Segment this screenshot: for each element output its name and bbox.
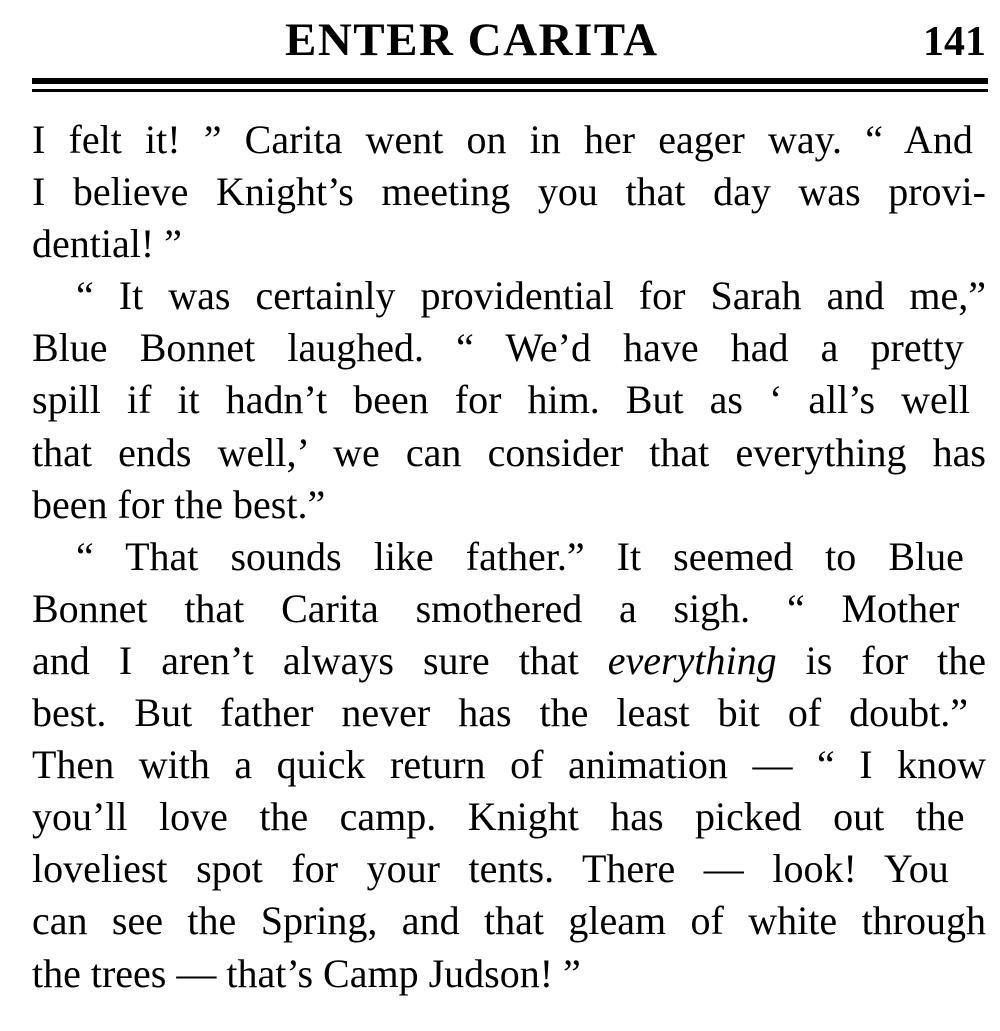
text-line (32, 324, 986, 376)
text-segment: Bonnet that Carita smothered a sigh. “ Mother (32, 585, 960, 631)
text-segment: Then with a quick return of animation — “ I know (32, 742, 986, 788)
text-segment: you’ll love the camp. Knight has picked out the (32, 794, 965, 840)
text-segment: Blue Bonnet laughed. “ We’d have had a pretty (32, 325, 964, 371)
text-segment: is for the (776, 637, 987, 683)
text-line (32, 950, 986, 1002)
text-line (32, 637, 986, 689)
text-segment: best. But father never has the least bit of doubt.” (32, 690, 969, 736)
text-line (32, 168, 986, 220)
text-line (32, 793, 986, 845)
text-line (32, 741, 986, 793)
text-segment: dential! ” (32, 221, 182, 267)
text-line (32, 897, 986, 949)
text-line (32, 585, 986, 637)
text-segment: “ That sounds like father.” It seemed to Blue (76, 533, 964, 579)
text-segment: I felt it! ” Carita went on in her eager way. “ And (32, 117, 973, 162)
text-segment: that ends well,’ we can consider that everything has (32, 429, 986, 475)
text-line (32, 220, 986, 272)
text-segment: can see the Spring, and that gleam of white through (32, 898, 986, 944)
text-line (32, 116, 986, 168)
text-line (32, 429, 986, 481)
text-segment: been for the best.” (32, 481, 326, 527)
header-rule-thick (32, 78, 988, 84)
running-title: ENTER CARITA (285, 14, 659, 66)
text-segment: “ It was certainly providential for Sarah and me,” (76, 273, 986, 319)
text-line (32, 272, 986, 324)
text-line (32, 481, 986, 533)
text-segment: the trees — that’s Camp Judson! ” (32, 950, 581, 996)
text-segment: I believe Knight’s meeting you that day was provi- (32, 169, 986, 215)
text-line (32, 533, 986, 585)
body-text (32, 116, 986, 1002)
running-head (0, 6, 1000, 66)
text-line (32, 845, 986, 897)
header-rule-thin (32, 89, 988, 92)
text-segment: and I aren’t always sure that (32, 637, 608, 683)
italic-text: everything (607, 637, 777, 683)
page-number: 141 (923, 19, 986, 65)
text-segment: spill if it hadn’t been for him. But as ‘ all’s well (32, 377, 970, 423)
text-line (32, 689, 986, 741)
text-segment: loveliest spot for your tents. There — look! You (32, 846, 949, 892)
text-line (32, 376, 986, 428)
